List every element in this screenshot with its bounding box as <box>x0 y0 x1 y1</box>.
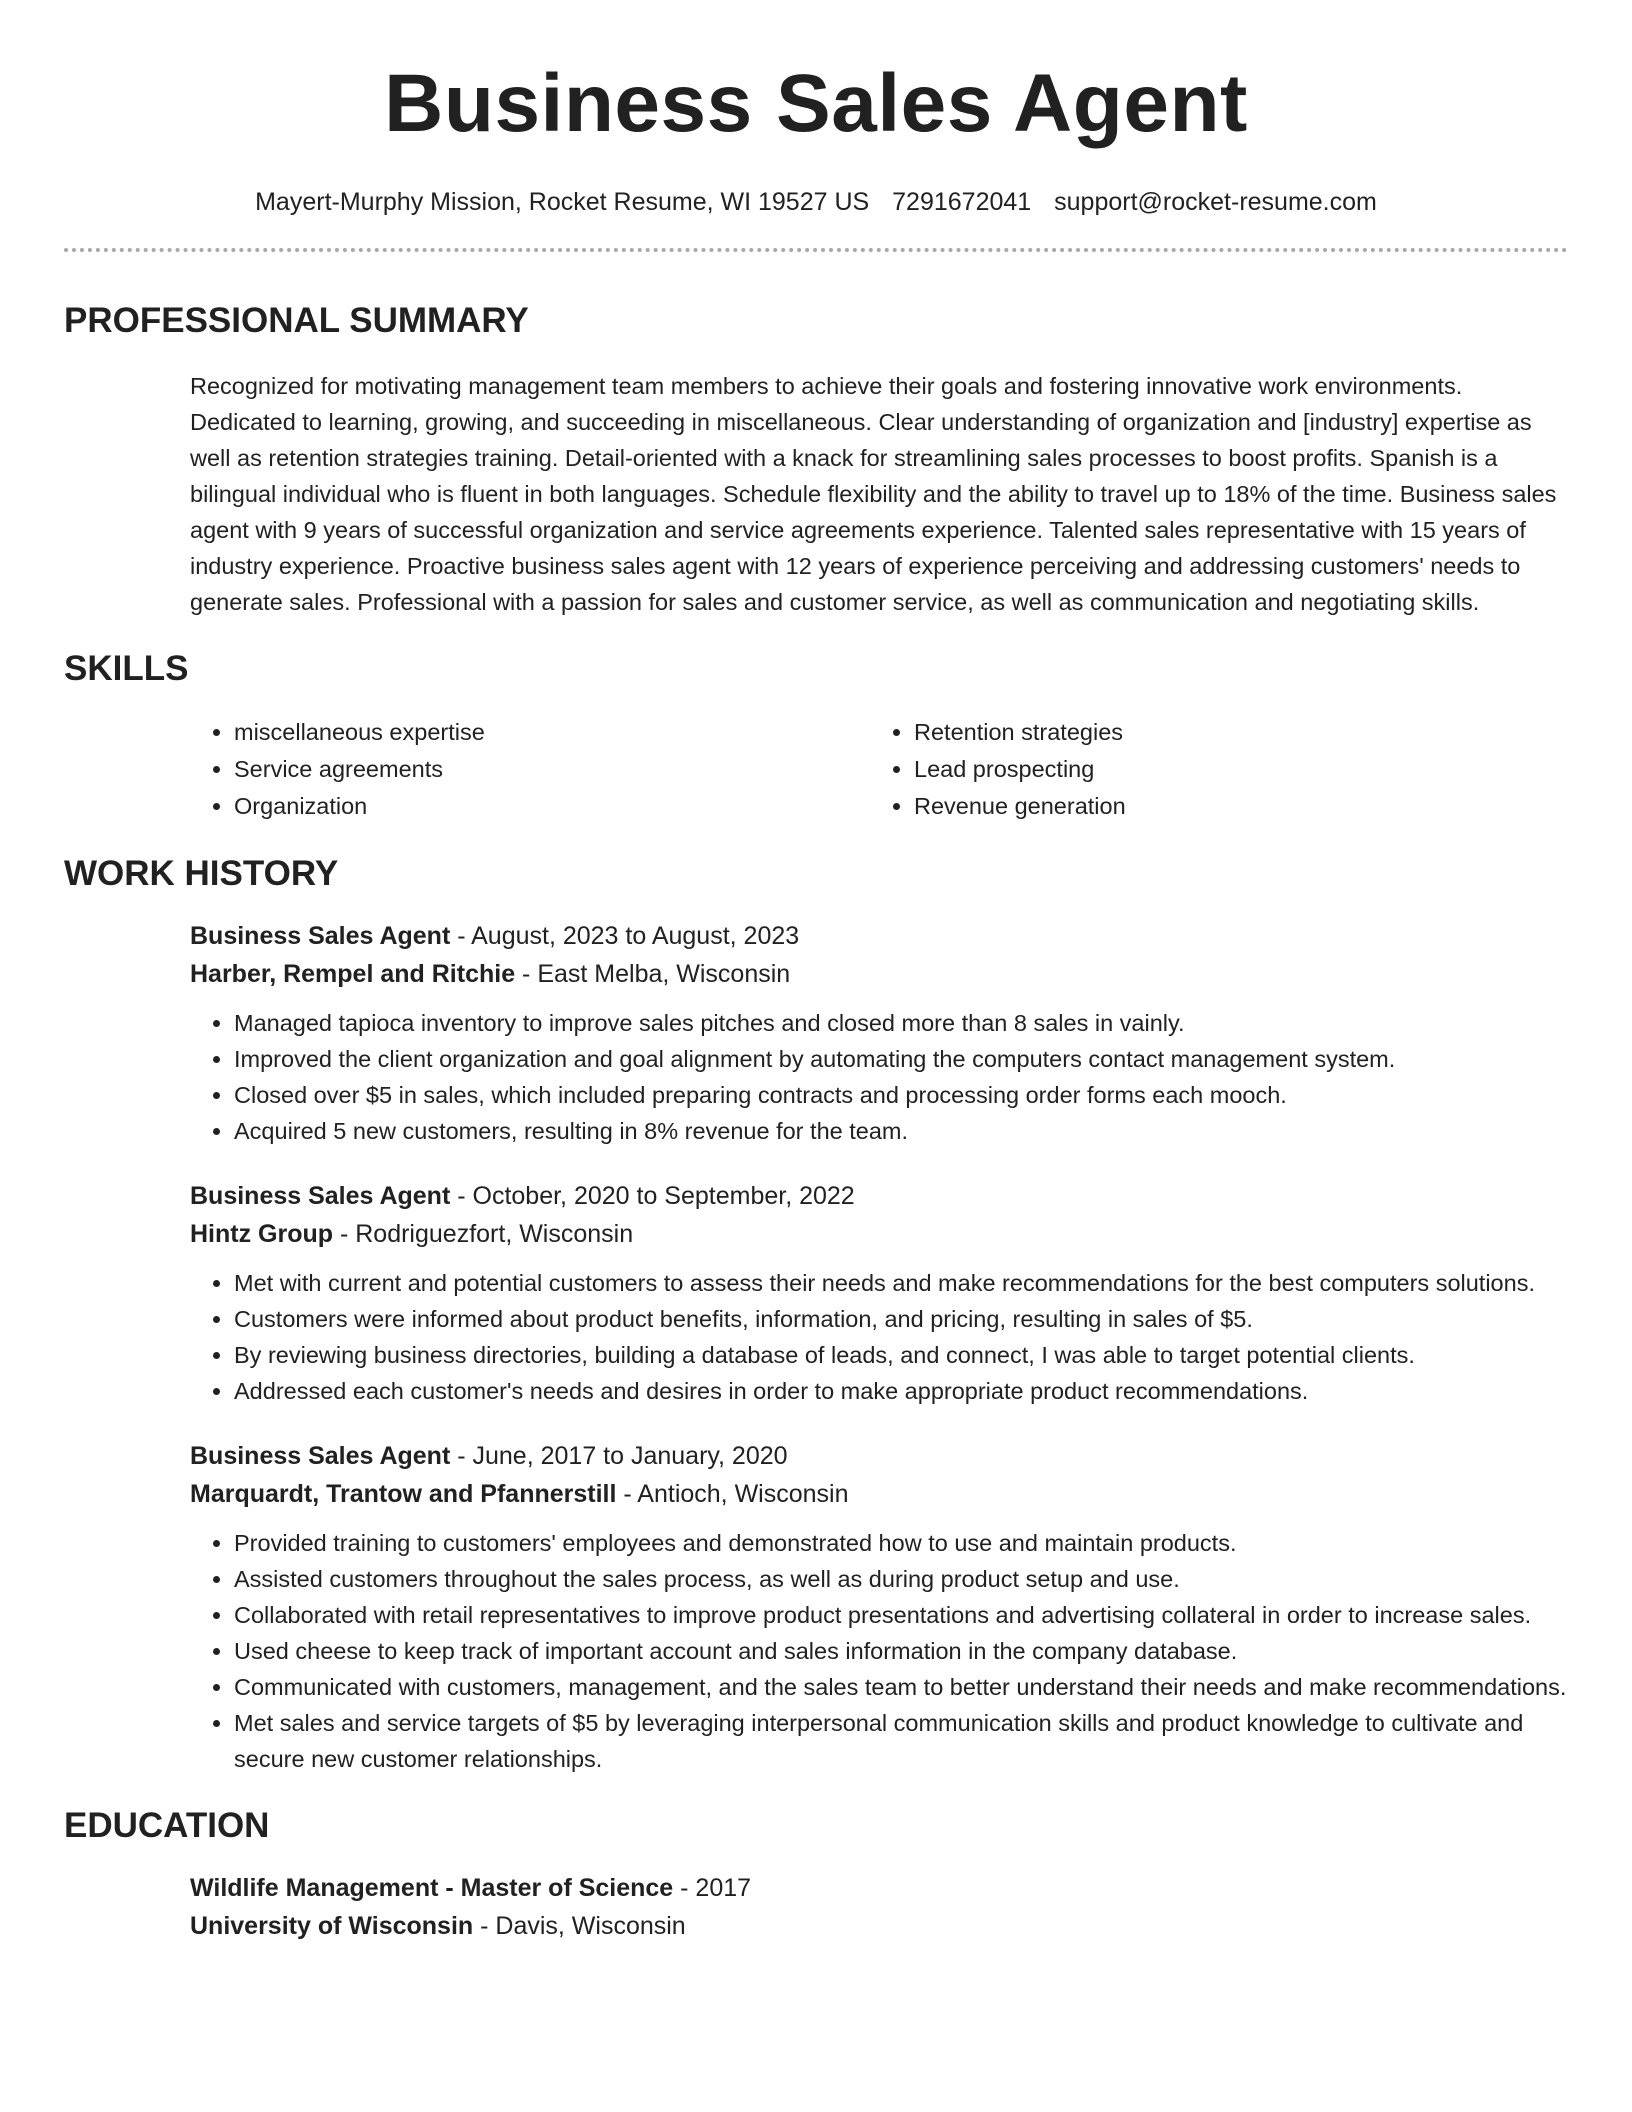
job-bullet: • Improved the client organization and goal alignment by automating the computers contact management system. <box>234 1041 1568 1077</box>
section-title-skills: SKILLS <box>64 649 189 688</box>
education-entry <box>190 1869 1568 1945</box>
job-company-line <box>190 1215 1568 1253</box>
education-year: - 2017 <box>673 1874 752 1902</box>
contact-email: support@rocket-resume.com <box>1054 188 1377 216</box>
education-location: - Davis, Wisconsin <box>473 1912 686 1940</box>
summary-text: Recognized for motivating management team members to achieve their goals and fostering innovative work environments. Dedicated to learning, growing, and succeeding in miscellaneous. Clear understanding of organization and [industry] expertise as well as retention strategies training. Detail-oriented with a knack for streamlining sales processes to boost profits. Spanish is a bilingual individual who is fluent in both languages. Schedule flexibility and the ability to travel up to 18% of the time. Business sales agent with 9 years of successful organization and service agreements experience. Talented sales representative with 15 years of industry experience. Proactive business sales agent with 12 years of experience perceiving and addressing customers' needs to generate sales. Professional with a passion for sales and customer service, as well as communication and negotiating skills. <box>190 373 1557 615</box>
job-bullets <box>190 1265 1568 1409</box>
job-role: Business Sales Agent <box>190 922 451 950</box>
header-divider <box>64 248 1568 252</box>
education-degree-line <box>190 1869 1568 1907</box>
job-bullet: • Acquired 5 new customers, resulting in 8% revenue for the team. <box>234 1113 1568 1149</box>
section-title-summary: PROFESSIONAL SUMMARY <box>64 301 529 340</box>
job-bullet: • Managed tapioca inventory to improve sales pitches and closed more than 8 sales in vainly. <box>234 1005 1568 1041</box>
job-title-line <box>190 1177 1568 1215</box>
job-title-line <box>190 1437 1568 1475</box>
contact-address: Mayert-Murphy Mission, Rocket Resume, WI 19527 US <box>255 188 870 216</box>
job-location: - Rodriguezfort, Wisconsin <box>333 1220 634 1248</box>
section-title-education: EDUCATION <box>64 1806 270 1845</box>
job-bullet: • Closed over $5 in sales, which included preparing contracts and processing order forms each mooch. <box>234 1077 1568 1113</box>
job-company: Marquardt, Trantow and Pfannerstill <box>190 1480 617 1508</box>
job-role: Business Sales Agent <box>190 1182 451 1210</box>
contact-line <box>64 186 1568 218</box>
education-school-line <box>190 1907 1568 1945</box>
job-company-line <box>190 1475 1568 1513</box>
job-bullets <box>190 1525 1568 1777</box>
job-bullet: • Addressed each customer's needs and desires in order to make appropriate product recommendations. <box>234 1373 1568 1409</box>
skill-item: • Organization <box>234 788 870 825</box>
job-dates: - August, 2023 to August, 2023 <box>450 922 800 950</box>
job-bullet: • Collaborated with retail representatives to improve product presentations and advertising collateral in order to increase sales. <box>234 1597 1568 1633</box>
skill-item: • miscellaneous expertise <box>234 714 870 751</box>
job-bullet: • Met sales and service targets of $5 by leveraging interpersonal communication skills and product knowledge to cultivate and secure new customer relationships. <box>234 1705 1568 1777</box>
skills-column-left <box>190 714 870 825</box>
resume-page <box>64 0 1568 1945</box>
education-school: University of Wisconsin <box>190 1912 474 1940</box>
job-bullet: • Used cheese to keep track of important account and sales information in the company database. <box>234 1633 1568 1669</box>
job-company: Harber, Rempel and Ritchie <box>190 960 516 988</box>
skill-item: • Revenue generation <box>914 788 1550 825</box>
job-company-line <box>190 955 1568 993</box>
skills-column-right <box>870 714 1550 825</box>
job-bullets <box>190 1005 1568 1149</box>
job-bullet: • Assisted customers throughout the sales process, as well as during product setup and use. <box>234 1561 1568 1597</box>
skill-item: • Retention strategies <box>914 714 1550 751</box>
job-title-line <box>190 917 1568 955</box>
job-entry <box>190 1177 1568 1409</box>
job-company: Hintz Group <box>190 1220 334 1248</box>
job-bullet: • Provided training to customers' employees and demonstrated how to use and maintain products. <box>234 1525 1568 1561</box>
job-bullet: • Communicated with customers, management, and the sales team to better understand their needs and make recommendations. <box>234 1669 1568 1705</box>
job-entry <box>190 1437 1568 1777</box>
skill-item: • Lead prospecting <box>914 751 1550 788</box>
resume-name: Business Sales Agent <box>384 58 1248 149</box>
job-bullet: • Customers were informed about product benefits, information, and pricing, resulting in sales of $5. <box>234 1301 1568 1337</box>
job-dates: - June, 2017 to January, 2020 <box>450 1442 788 1470</box>
job-location: - Antioch, Wisconsin <box>616 1480 849 1508</box>
job-dates: - October, 2020 to September, 2022 <box>450 1182 855 1210</box>
contact-phone: 7291672041 <box>892 188 1032 216</box>
job-location: - East Melba, Wisconsin <box>515 960 791 988</box>
job-bullet: • Met with current and potential customers to assess their needs and make recommendations for the best computers solutions. <box>234 1265 1568 1301</box>
job-entry <box>190 917 1568 1149</box>
education-degree: Wildlife Management - Master of Science <box>190 1874 674 1902</box>
job-bullet: • By reviewing business directories, building a database of leads, and connect, I was able to target potential clients. <box>234 1337 1568 1373</box>
job-role: Business Sales Agent <box>190 1442 451 1470</box>
skills-list <box>190 714 1568 825</box>
skill-item: • Service agreements <box>234 751 870 788</box>
section-title-work-history: WORK HISTORY <box>64 854 339 893</box>
